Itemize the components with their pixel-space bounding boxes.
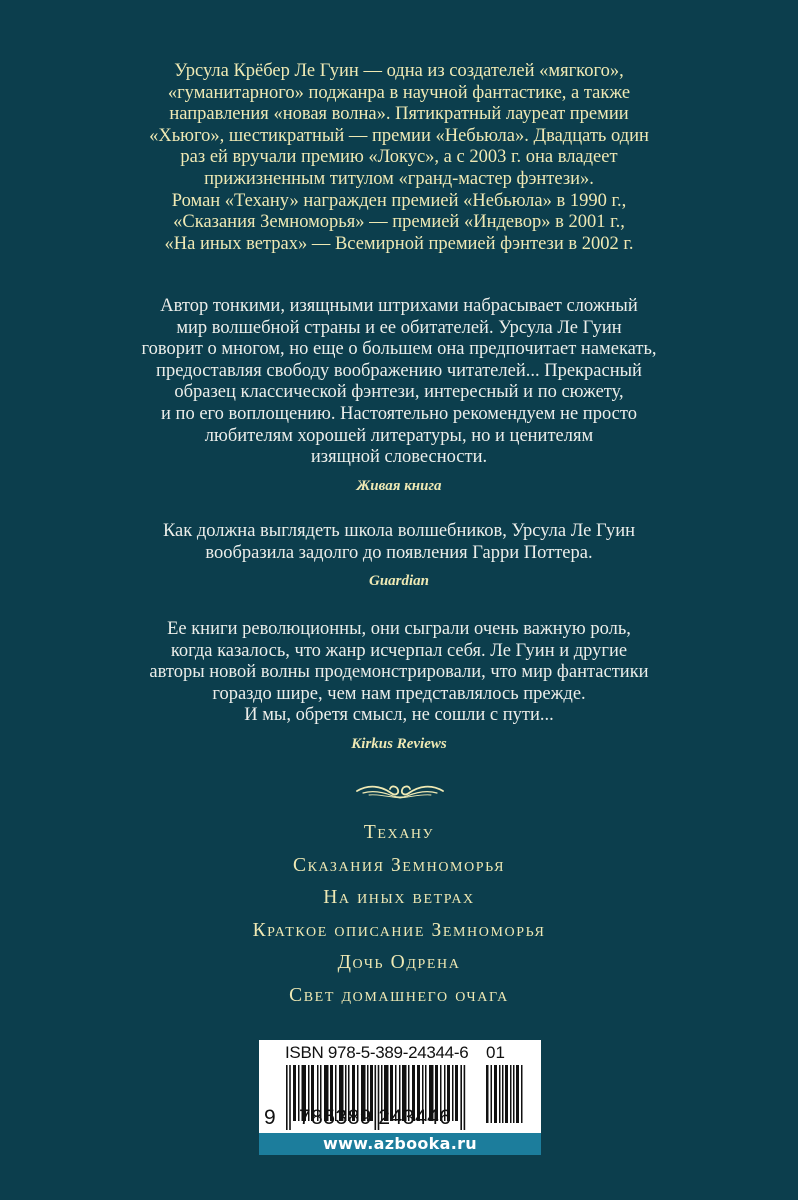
- book-title: На иных ветрах: [323, 887, 475, 909]
- quote-line: И мы, обретя смысл, не сошли с пути...: [244, 705, 554, 726]
- barcode-digit-groups: 785389 243446: [299, 1106, 452, 1129]
- quote-line: Автор тонкими, изящными штрихами набрасывает сложный: [160, 296, 638, 316]
- quote-source: Kirkus Reviews: [351, 735, 447, 752]
- review-quote-zhivaya-kniga: [0, 296, 798, 496]
- quote-line: изящной словесности.: [310, 447, 488, 468]
- other-books-list: [0, 817, 798, 1013]
- blurb-line: Урсула Крёбер Ле Гуин — одна из создателей «мягкого»,: [174, 61, 624, 81]
- blurb-line: «Хьюго», шестикратный — премии «Небьюла». Двадцать один: [149, 125, 649, 146]
- book-title: Сказания Земноморья: [292, 854, 506, 876]
- quote-source: Живая книга: [356, 477, 442, 494]
- book-title: Техану: [363, 822, 435, 843]
- flourish-divider-icon: [355, 778, 445, 802]
- publisher-website-strip: [259, 1133, 541, 1155]
- book-title: Краткое описание Земноморья: [252, 919, 546, 941]
- quote-line: предоставляя свободу воображению читателей... Прекрасный: [156, 360, 642, 381]
- book-title: Свет домашнего очага: [289, 984, 509, 1006]
- quote-line: когда казалось, что жанр исчерпал себя. Ле Гуин и другие: [170, 640, 628, 661]
- barcode-addon-icon: [486, 1065, 526, 1123]
- quote-line: говорит о многом, но еще о большем она предпочитает намекать,: [141, 339, 657, 360]
- blurb-line: направления «новая волна». Пятикратный лауреат премии: [169, 104, 629, 125]
- quote-source: Guardian: [368, 573, 430, 590]
- blurb-line: «На иных ветрах» — Всемирной премией фэнтези в 2002 г.: [164, 233, 634, 254]
- review-quote-guardian: [0, 521, 798, 591]
- barcode-first-digit: 9: [264, 1106, 277, 1129]
- quote-line: Как должна выглядеть школа волшебников, Урсула Ле Гуин: [162, 521, 636, 541]
- quote-line: авторы новой волны продемонстрировали, что мир фантастики: [149, 662, 649, 683]
- review-quote-kirkus: [0, 619, 798, 754]
- blurb-line: Роман «Техану» награжден премией «Небьюла» в 1990 г.,: [171, 190, 627, 211]
- quote-line: Ее книги революционны, они сыграли очень важную роль,: [167, 619, 631, 639]
- quote-line: гораздо шире, чем нам представлялось прежде.: [212, 683, 586, 704]
- blurb-line: «Сказания Земноморья» — премией «Индевор» в 2001 г.,: [173, 212, 625, 233]
- blurb-line: «гуманитарного» поджанра в научной фантастике, а также: [167, 82, 631, 103]
- publisher-website: www.azbooka.ru: [323, 1134, 477, 1153]
- quote-line: образец классической фэнтези, интересный и по сюжету,: [174, 382, 624, 403]
- quote-line: вообразила задолго до появления Гарри Поттера.: [205, 542, 593, 563]
- barcode-addon-number: 01: [486, 1043, 505, 1062]
- isbn-barcode-panel: [259, 1040, 541, 1155]
- quote-line: мир волшебной страны и ее обитателей. Урсула Ле Гуин: [176, 317, 622, 338]
- book-title: Дочь Одрена: [337, 952, 461, 974]
- blurb-line: прижизненным титулом «гранд-мастер фэнтези».: [204, 168, 594, 189]
- blurb-line: раз ей вручали премию «Локус», а с 2003 г. она владеет: [180, 147, 618, 168]
- quote-line: и по его воплощению. Настоятельно рекомендуем не просто: [161, 403, 637, 424]
- isbn-number: ISBN 978-5-389-24344-6: [285, 1043, 469, 1062]
- author-blurb: [0, 61, 798, 255]
- quote-line: любителям хорошей литературы, но и ценителям: [204, 425, 594, 446]
